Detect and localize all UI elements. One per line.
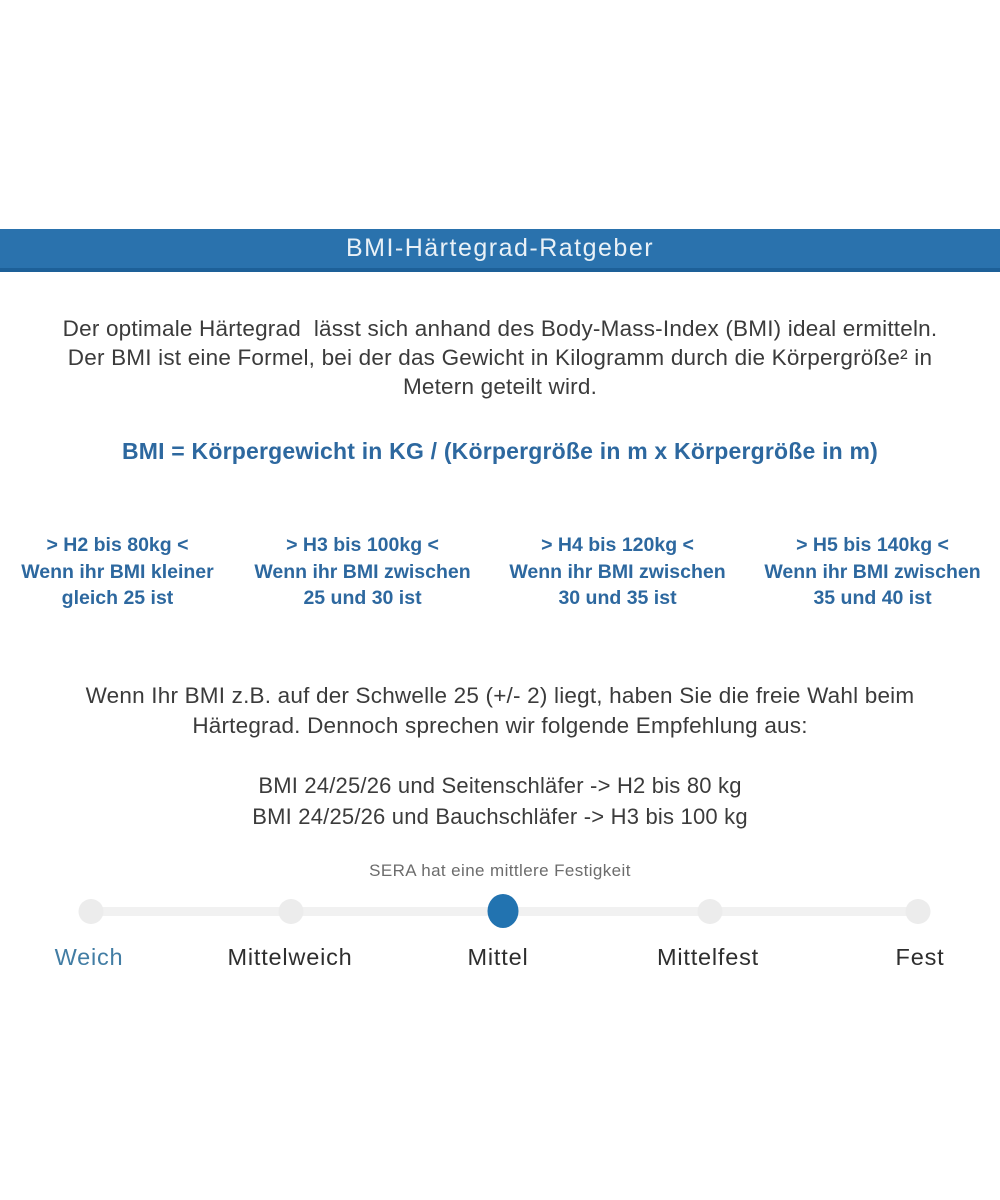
threshold-note-line: Härtegrad. Dennoch sprechen wir folgende Empfehlung aus: — [192, 712, 808, 738]
grade-condition-line: gleich 25 ist — [61, 587, 174, 609]
hardness-grade-h2 — [0, 532, 235, 612]
threshold-note-line: Wenn Ihr BMI z.B. auf der Schwelle 25 (+/- 2) liegt, haben Sie die freie Wahl beim — [85, 683, 915, 708]
grade-condition-line: 35 und 40 ist — [813, 587, 932, 609]
grade-condition-line: Wenn ihr BMI kleiner — [21, 560, 214, 583]
scale-label-mittel: Mittel — [467, 944, 529, 970]
scale-label-weich: Weich — [54, 944, 124, 970]
threshold-note — [0, 681, 1000, 740]
slider-dot-mittelfest — [698, 899, 723, 924]
slider-dot-weich — [79, 899, 104, 924]
hardness-grade-h4 — [490, 532, 745, 612]
slider-dot-mittelweich — [279, 899, 304, 924]
intro-paragraph — [0, 314, 1000, 401]
hardness-grade-h3 — [235, 532, 490, 612]
grade-condition-line: Wenn ihr BMI zwischen — [509, 560, 726, 583]
page-title: BMI-Härtegrad-Ratgeber — [345, 234, 655, 262]
slider-dot-fest — [906, 899, 931, 924]
recommendation-line: BMI 24/25/26 und Seitenschläfer -> H2 bis 80 kg — [258, 773, 742, 798]
scale-label-mittelfest: Mittelfest — [656, 944, 760, 970]
recommendation-line: BMI 24/25/26 und Bauchschläfer -> H3 bis 100 kg — [252, 803, 748, 829]
scale-label-mittelweich: Mittelweich — [227, 944, 353, 970]
intro-line: Der BMI ist eine Formel, bei der das Gewicht in Kilogramm durch die Körpergröße² in — [67, 345, 933, 370]
grade-condition-line: Wenn ihr BMI zwischen — [254, 560, 471, 583]
slider-dot-mittel-selected — [488, 894, 519, 928]
grade-condition-line: 25 und 30 ist — [303, 587, 422, 609]
grade-heading: > H4 bis 120kg < — [541, 534, 694, 556]
grade-condition-line: 30 und 35 ist — [558, 587, 677, 609]
firmness-caption: SERA hat eine mittlere Festigkeit — [369, 861, 631, 880]
grade-heading: > H2 bis 80kg < — [46, 534, 189, 556]
recommendation-block — [0, 771, 1000, 832]
intro-line: Metern geteilt wird. — [402, 374, 598, 399]
scale-label-fest: Fest — [895, 944, 945, 970]
header-banner — [0, 229, 1000, 272]
grade-heading: > H3 bis 100kg < — [286, 534, 439, 556]
hardness-grade-grid — [0, 532, 1000, 612]
grade-condition-line: Wenn ihr BMI zwischen — [764, 560, 981, 583]
hardness-grade-h5 — [745, 532, 1000, 612]
intro-line: Der optimale Härtegrad lässt sich anhand des Body-Mass-Index (BMI) ideal ermitteln. — [62, 316, 938, 341]
grade-heading: > H5 bis 140kg < — [796, 534, 949, 556]
bmi-formula: BMI = Körpergewicht in KG / (Körpergröße in m x Körpergröße in m) — [121, 438, 879, 464]
